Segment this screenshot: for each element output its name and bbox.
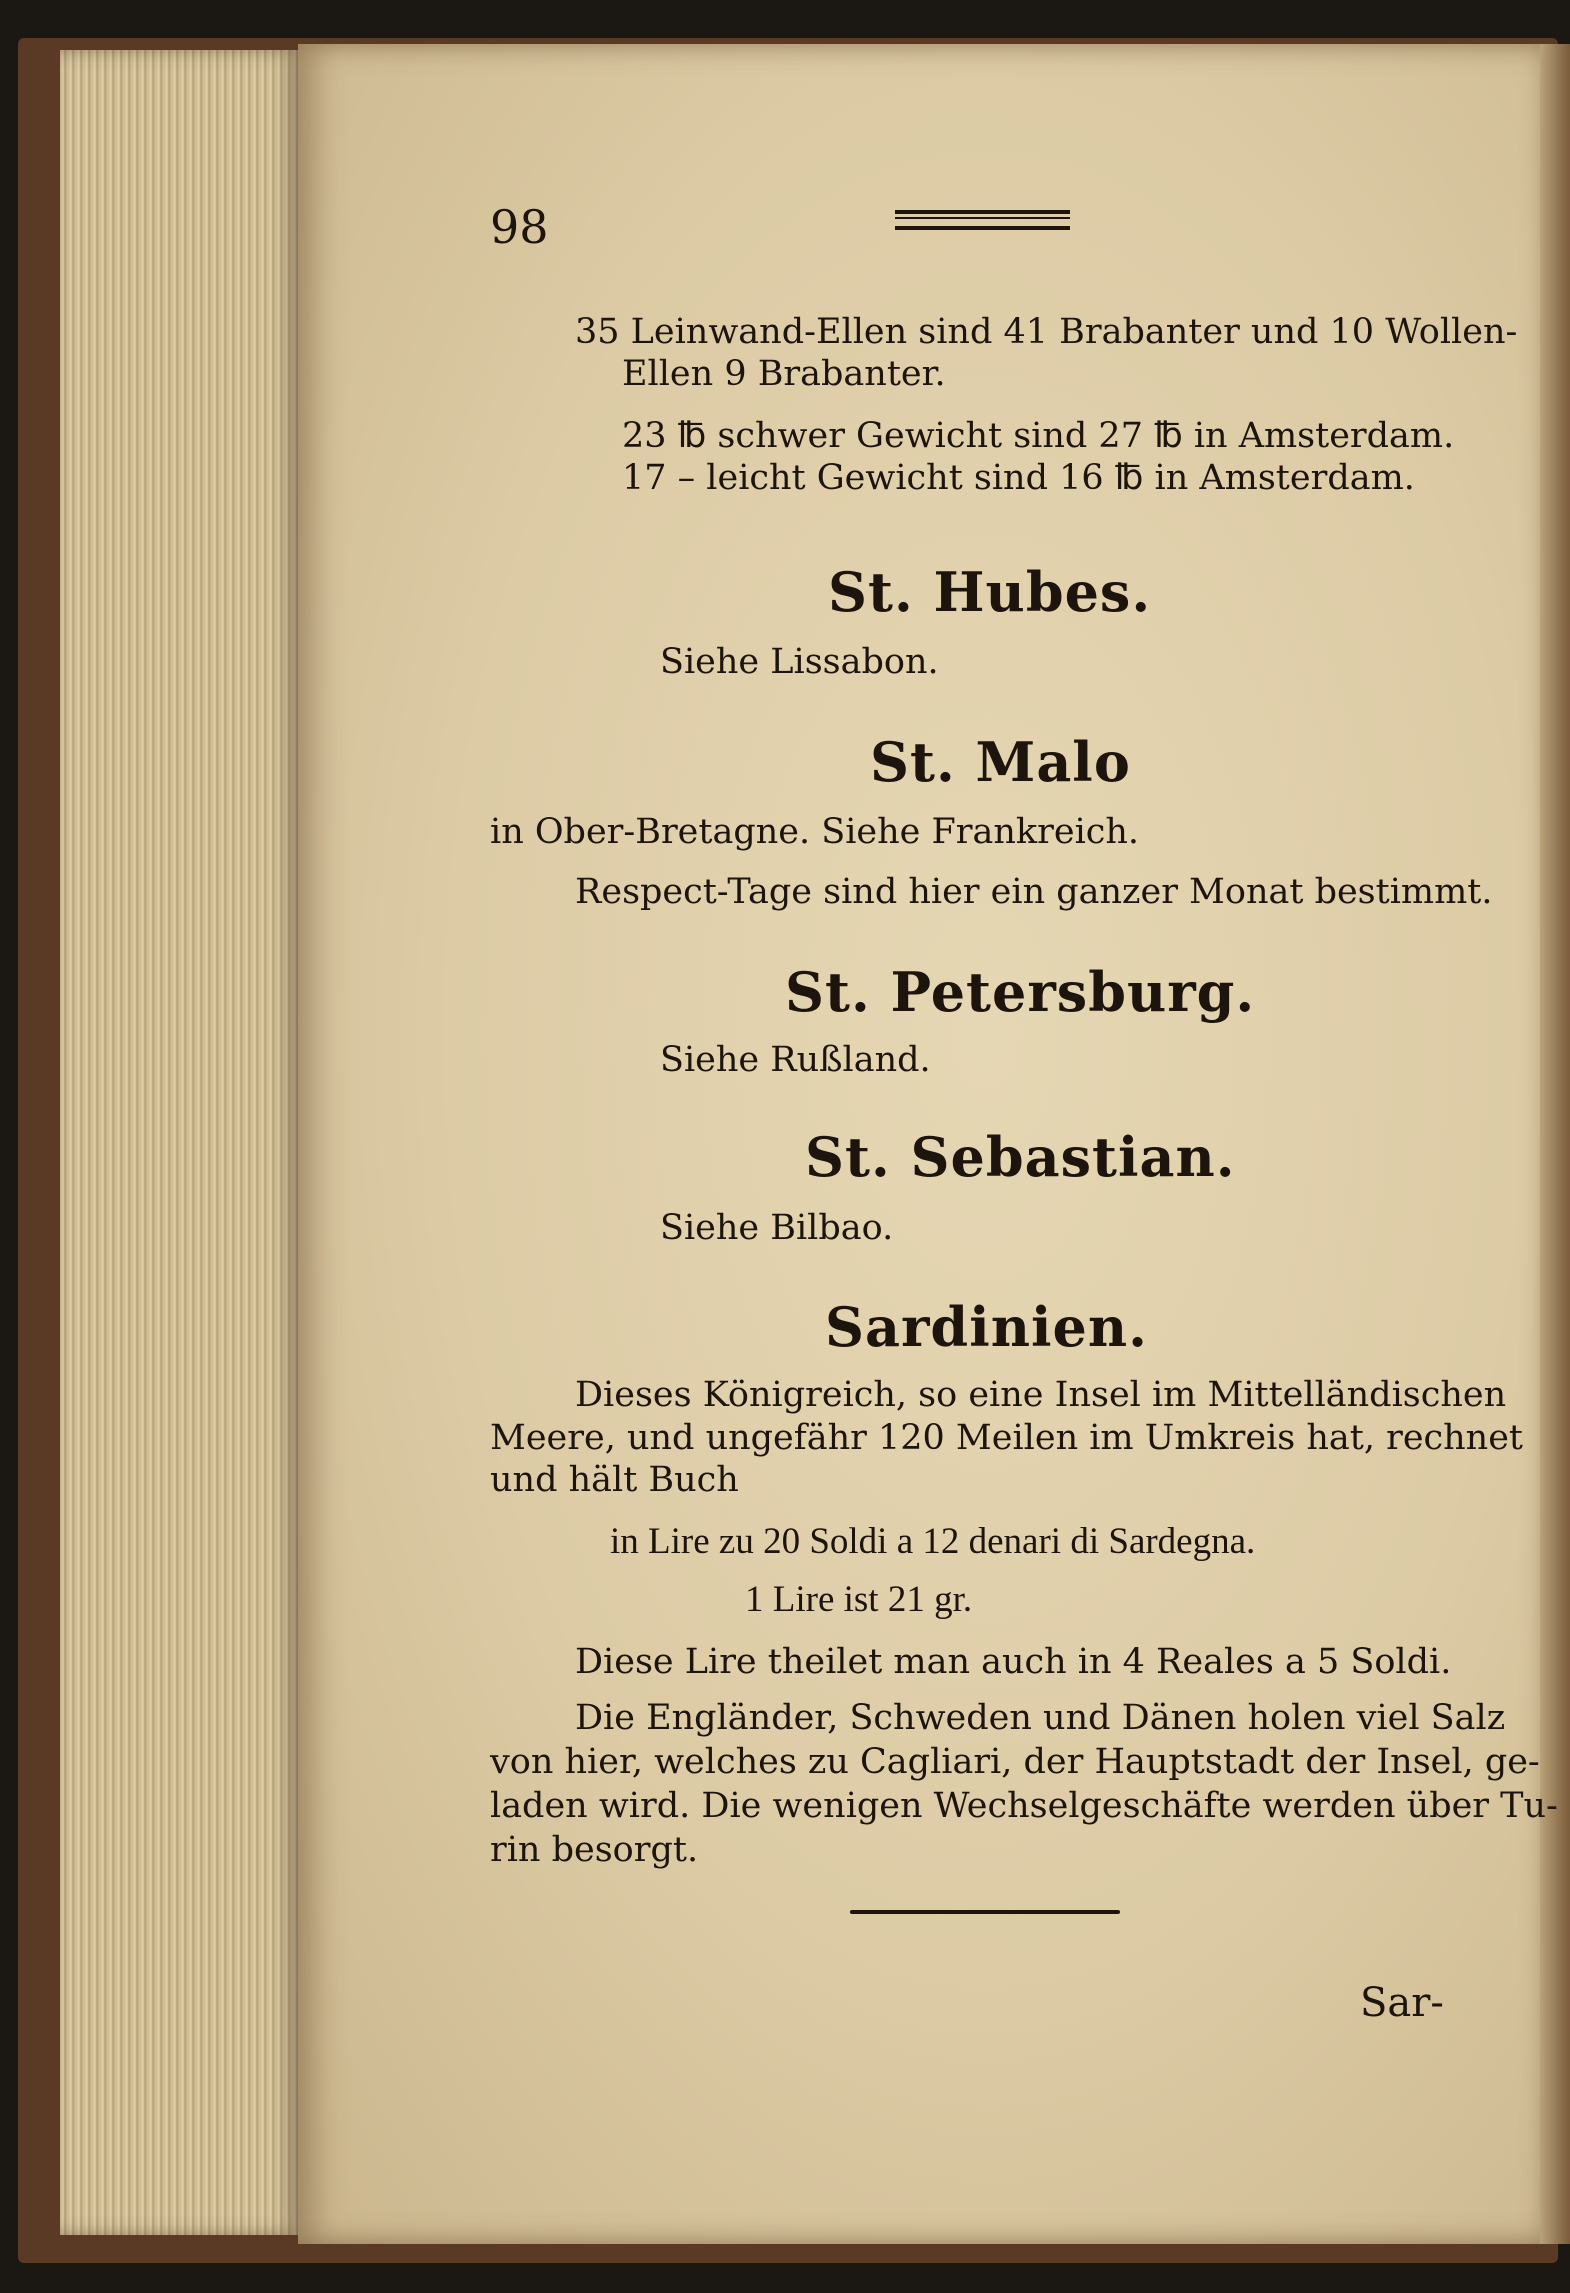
text-line: Siehe Bilbao.: [660, 1208, 894, 1248]
section-heading: St. Petersburg.: [785, 960, 1256, 1024]
text-line: Siehe Rußland.: [660, 1040, 931, 1080]
next-page-edge: [1540, 44, 1570, 2244]
page-edges: [60, 50, 300, 2235]
text-line: Respect-Tage sind hier ein ganzer Monat bestimmt.: [575, 872, 1493, 912]
text-line: von hier, welches zu Cagliari, der Hauptstadt der Insel, ge-: [490, 1742, 1540, 1782]
text-line: Die Engländer, Schweden und Dänen holen viel Salz: [575, 1698, 1506, 1738]
text-line: 23 ℔ schwer Gewicht sind 27 ℔ in Amsterdam.: [622, 416, 1455, 456]
text-line: Diese Lire theilet man auch in 4 Reales a 5 Soldi.: [575, 1642, 1452, 1682]
text-line: Dieses Königreich, so eine Insel im Mittelländischen: [575, 1375, 1507, 1415]
header-rule: [895, 210, 1070, 230]
text-line: in Ober-Bretagne. Siehe Frankreich.: [490, 812, 1140, 852]
text-line: Ellen 9 Brabanter.: [622, 354, 946, 394]
text-line: laden wird. Die wenigen Wechselgeschäfte werden über Tu-: [490, 1786, 1558, 1826]
text-line: 1 Lire ist 21 gr.: [745, 1579, 973, 1620]
section-heading: St. Malo: [870, 730, 1131, 794]
text-line: und hält Buch: [490, 1460, 739, 1500]
text-line: Siehe Lissabon.: [660, 642, 939, 682]
footer-rule: [850, 1910, 1120, 1914]
section-heading: St. Sebastian.: [805, 1125, 1236, 1189]
text-line: 17 – leicht Gewicht sind 16 ℔ in Amsterdam.: [622, 458, 1415, 498]
page-number: 98: [490, 200, 549, 254]
text-line: in Lire zu 20 Soldi a 12 denari di Sardegna.: [610, 1521, 1256, 1562]
section-heading: St. Hubes.: [828, 560, 1152, 624]
text-line: 35 Leinwand-Ellen sind 41 Brabanter und 10 Wollen-: [575, 312, 1518, 352]
catchword: Sar-: [1360, 1980, 1444, 2026]
text-line: rin besorgt.: [490, 1830, 699, 1870]
text-line: Meere, und ungefähr 120 Meilen im Umkreis hat, rechnet: [490, 1418, 1523, 1458]
section-heading: Sardinien.: [825, 1295, 1148, 1359]
